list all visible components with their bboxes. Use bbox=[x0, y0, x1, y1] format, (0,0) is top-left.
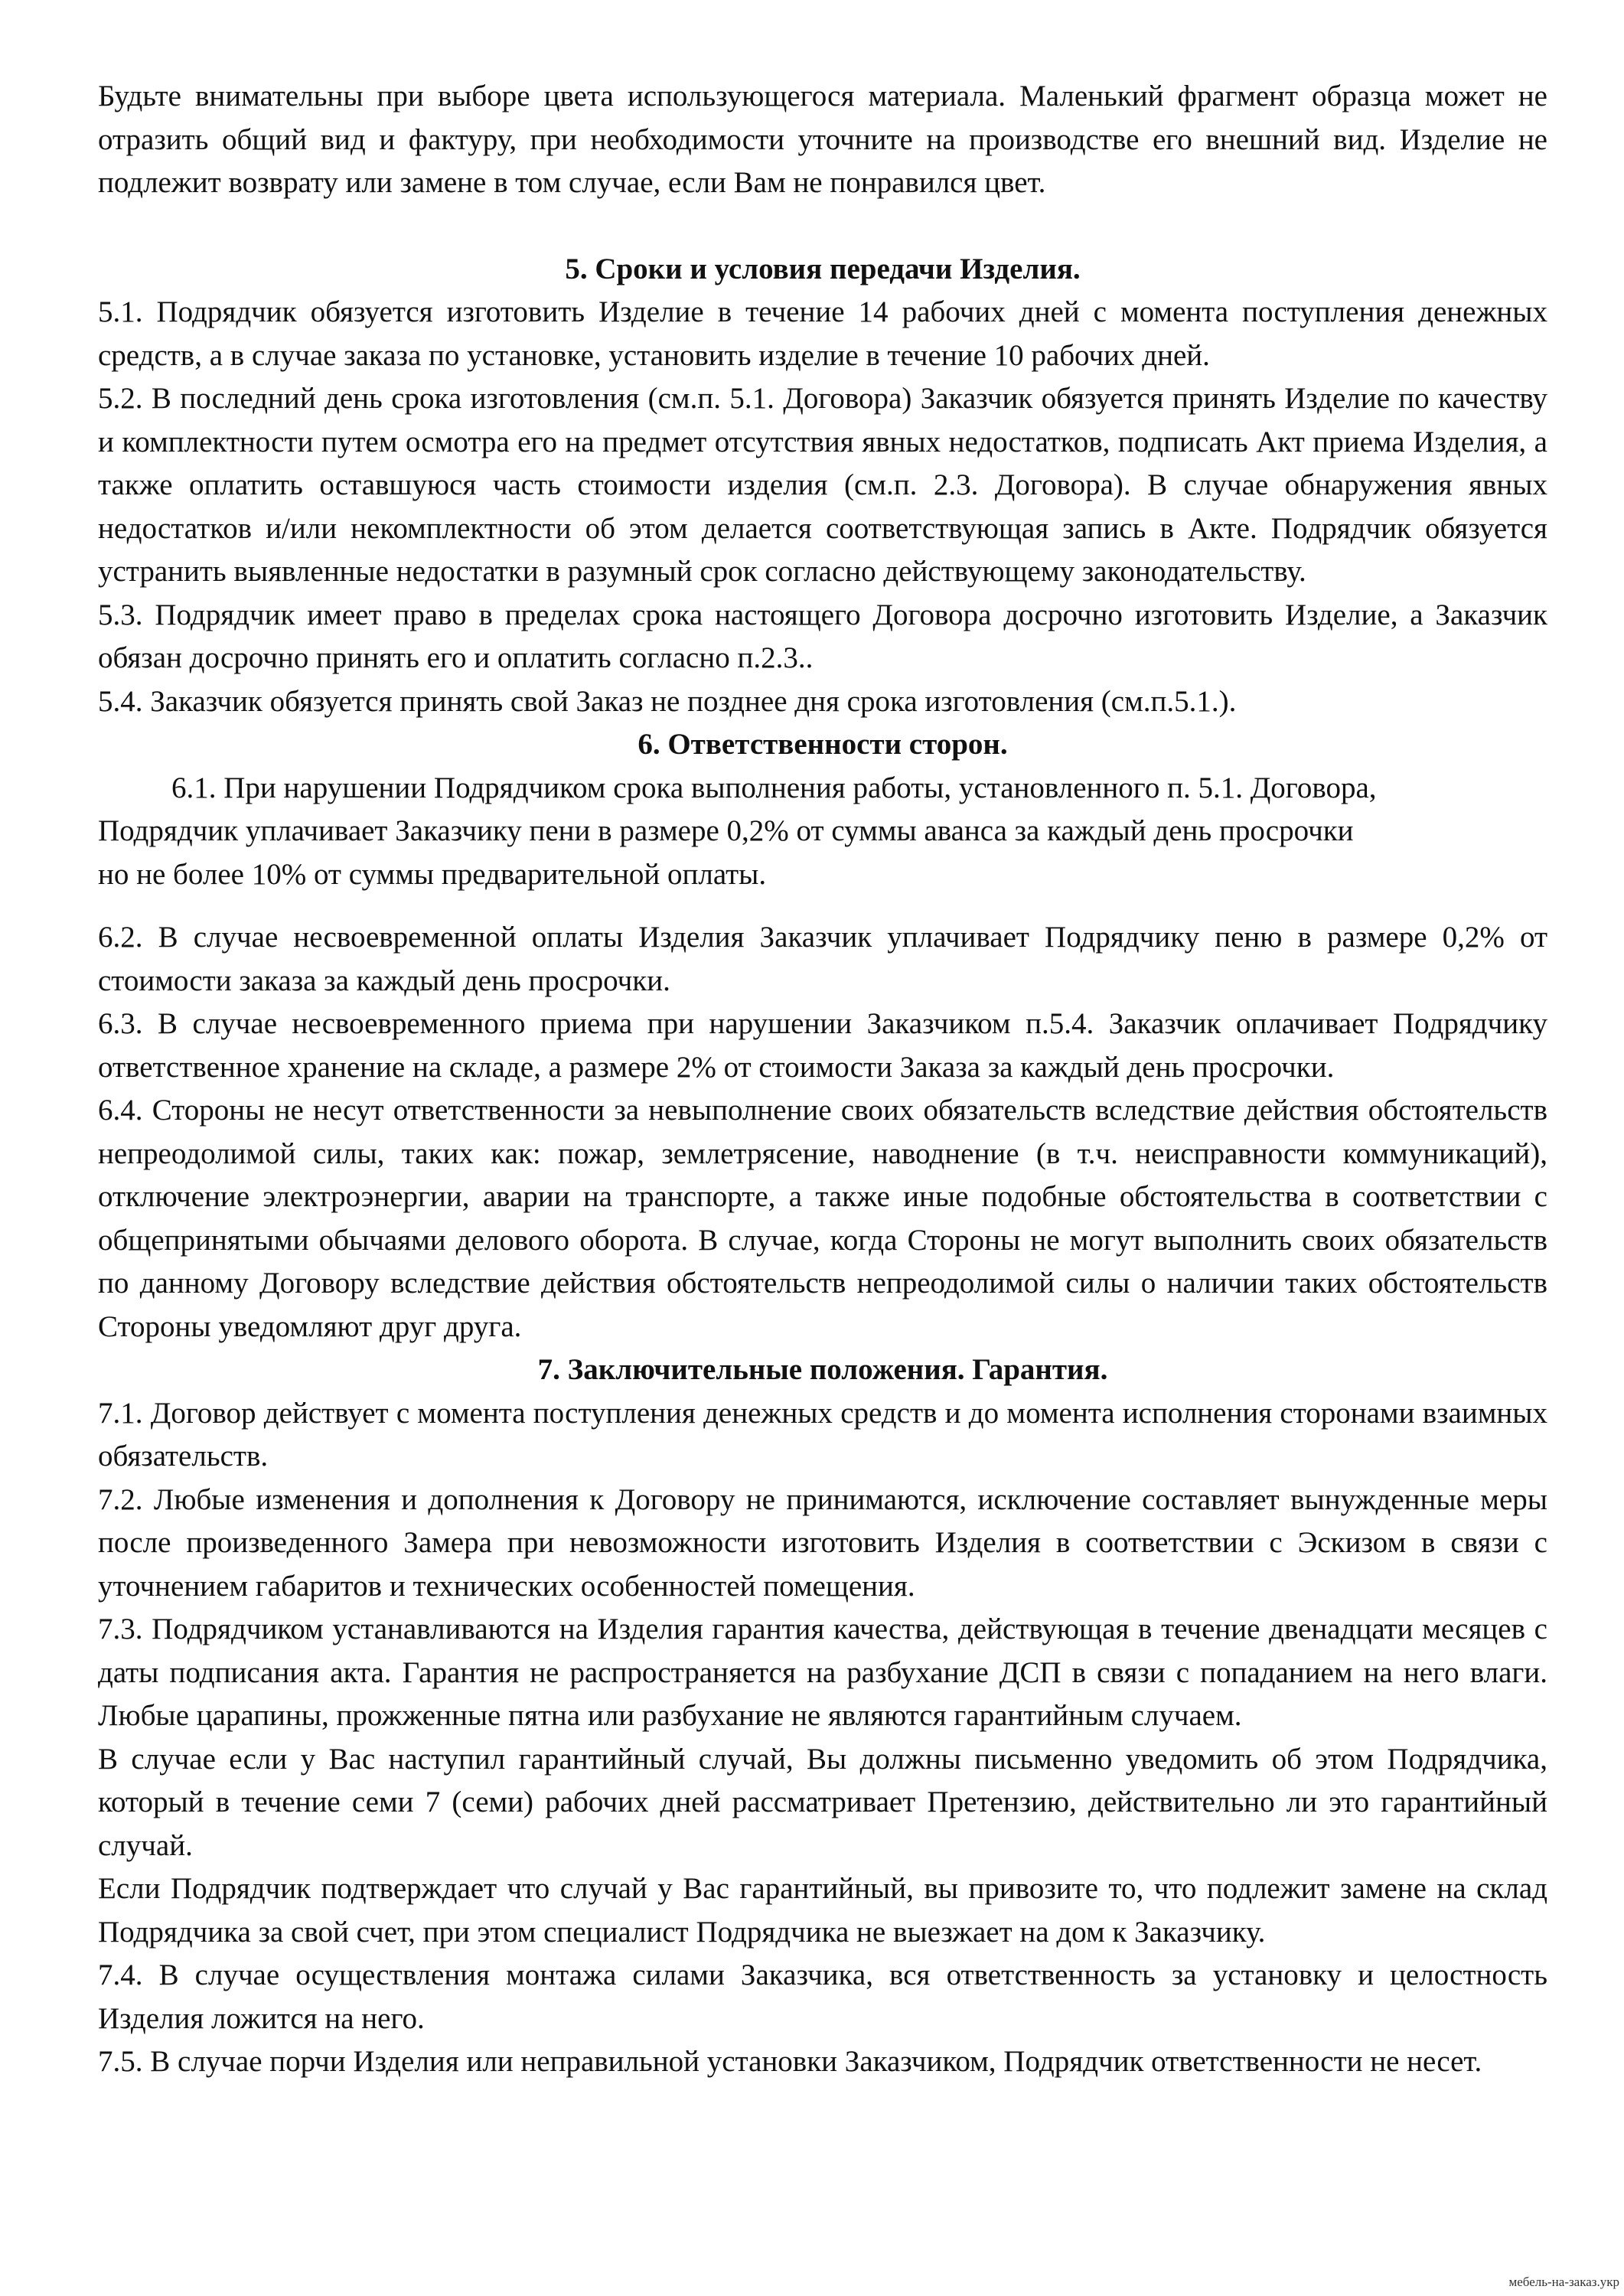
clause-6-4: 6.4. Стороны не несут ответственности за невыполнение своих обязательств вследствие действия обстоятельств непреодолимой силы, таких как: пожар, землетрясение, наводнение (в т.ч. неисправности коммуникаций), отключение электроэнергии, аварии на транспорте, а также иные подобные обстоятельства в соответствии с общепринятыми обычаями делового оборота. В случае, когда Стороны не могут выполнить своих обязательств по данному Договору вследствие действия обстоятельств непреодолимой силы о наличии таких обстоятельств Стороны уведомляют друг друга. bbox=[98, 1094, 1547, 1343]
clause-7-2: 7.2. Любые изменения и дополнения к Договору не принимаются, исключение составляет вынужденные меры после произведенного Замера при невозможности изготовить Изделия в соответствии с Эскизом в связи с уточнением габаритов и технических особенностей помещения. bbox=[98, 1482, 1547, 1603]
clause-5-1: 5.1. Подрядчик обязуется изготовить Изделие в течение 14 рабочих дней с момента поступления денежных средств, а в случае заказа по установке, установить изделие в течение 10 рабочих дней. bbox=[98, 295, 1547, 372]
clause-6-1-line-2: Подрядчик уплачивает Заказчику пени в размере 0,2% от суммы аванса за каждый день просрочки bbox=[98, 814, 1354, 847]
section-6-heading: 6. Ответственности сторон. bbox=[638, 728, 1008, 761]
clause-6-1-line-1: 6.1. При нарушении Подрядчиком срока выполнения работы, установленного п. 5.1. Договора, bbox=[171, 771, 1377, 804]
contract-page bbox=[98, 75, 1547, 2084]
clause-7-3: 7.3. Подрядчиком устанавливаются на Изделия гарантия качества, действующая в течение двенадцати месяцев с даты подписания акта. Гарантия не распространяется на разбухание ДСП в связи с попаданием на него влаги. Любые царапины, прожженные пятна или разбухание не являются гарантийным случаем. bbox=[98, 1613, 1547, 1732]
clause-7-5: 7.5. В случае порчи Изделия или неправильной установки Заказчиком, Подрядчик ответственности не несет. bbox=[98, 2045, 1482, 2078]
clause-6-3: 6.3. В случае несвоевременного приема при нарушении Заказчиком п.5.4. Заказчик оплачивает Подрядчику ответственное хранение на складе, а размере 2% от стоимости Заказа за каждый день просрочки. bbox=[98, 1007, 1547, 1084]
intro-paragraph: Будьте внимательны при выборе цвета использующегося материала. Маленький фрагмент образца может не отразить общий вид и фактуру, при необходимости уточните на производстве его внешний вид. Изделие не подлежит возврату или замене в том случае, если Вам не понравился цвет. bbox=[98, 80, 1547, 199]
section-7-heading: 7. Заключительные положения. Гарантия. bbox=[537, 1353, 1108, 1386]
warranty-case-paragraph: В случае если у Вас наступил гарантийный случай, Вы должны письменно уведомить об этом Подрядчика, который в течение семи 7 (семи) рабочих дней рассматривает Претензию, действительно ли это гарантийный случай. bbox=[98, 1742, 1547, 1862]
warranty-confirm-paragraph: Если Подрядчик подтверждает что случай у Вас гарантийный, вы привозите то, что подлежит замене на склад Подрядчика за свой счет, при этом специалист Подрядчика не выезжает на дом к Заказчику. bbox=[98, 1872, 1547, 1949]
clause-5-4: 5.4. Заказчик обязуется принять свой Заказ не позднее дня срока изготовления (см.п.5.1.). bbox=[98, 684, 1237, 718]
clause-6-1-line-3: но не более 10% от суммы предварительной оплаты. bbox=[98, 857, 767, 891]
clause-5-3: 5.3. Подрядчик имеет право в пределах срока настоящего Договора досрочно изготовить Изделие, а Заказчик обязан досрочно принять его и оплатить согласно п.2.3.. bbox=[98, 598, 1547, 674]
section-5-heading: 5. Сроки и условия передачи Изделия. bbox=[565, 252, 1081, 285]
clause-7-1: 7.1. Договор действует с момента поступления денежных средств и до момента исполнения сторонами взаимных обязательств. bbox=[98, 1396, 1547, 1473]
clause-5-2: 5.2. В последний день срока изготовления (см.п. 5.1. Договора) Заказчик обязуется принять Изделие по качеству и комплектности путем осмотра его на предмет отсутствия явных недостатков, подписать Акт приема Изделия, а также оплатить оставшуюся часть стоимости изделия (см.п. 2.3. Договора). В случае обнаружения явных недостатков и/или некомплектности об этом делается соответствующая запись в Акте. Подрядчик обязуется устранить выявленные недостатки в разумный срок согласно действующему законодательству. bbox=[98, 382, 1547, 588]
clause-6-2: 6.2. В случае несвоевременной оплаты Изделия Заказчик уплачивает Подрядчику пеню в размере 0,2% от стоимости заказа за каждый день просрочки. bbox=[98, 921, 1547, 997]
site-watermark: мебель-на-заказ.укр bbox=[1508, 2275, 1619, 2289]
clause-7-4: 7.4. В случае осуществления монтажа силами Заказчика, вся ответственность за установку и целостность Изделия ложится на него. bbox=[98, 1958, 1547, 2035]
